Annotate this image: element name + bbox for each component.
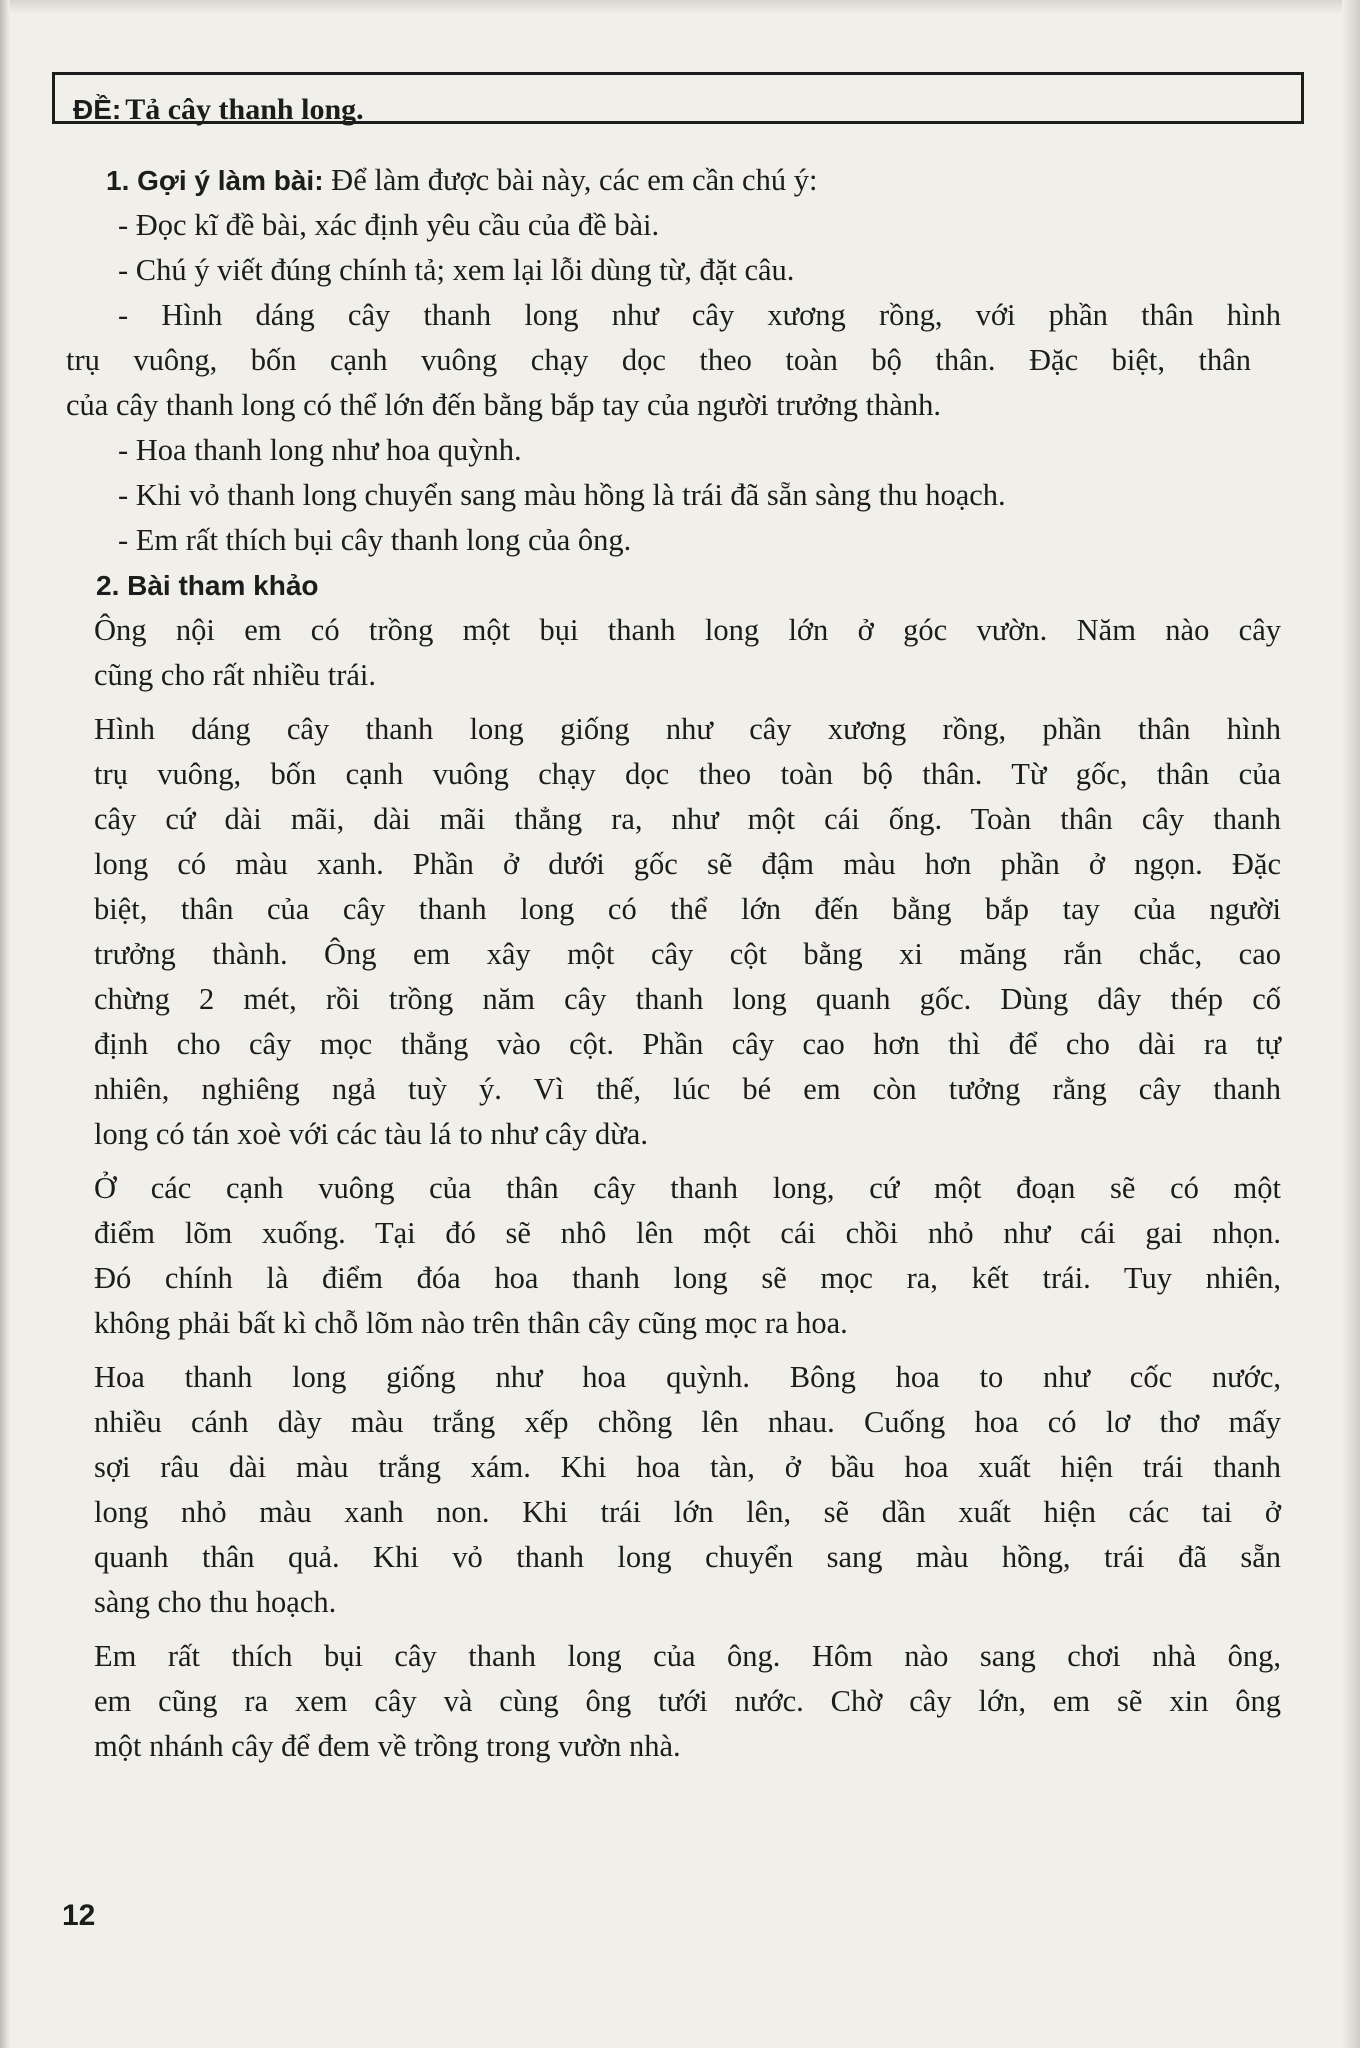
essay-line: Ở các cạnh vuông của thân cây thanh long, cứ một đoạn sẽ có một [94,1171,1281,1205]
assignment-title-box [52,72,1304,124]
essay-line: Đó chính là điểm đóa hoa thanh long sẽ mọc ra, kết trái. Tuy nhiên, [94,1261,1281,1295]
essay-line: trưởng thành. Ông em xây một cây cột bằng xi măng rắn chắc, cao [94,937,1281,971]
essay-line: chừng 2 mét, rồi trồng năm cây thanh long quanh gốc. Dùng dây thép cố [94,982,1281,1016]
section-reference-heading: 2. Bài tham khảo [96,570,319,601]
assignment-prefix: ĐỀ: [73,94,122,125]
essay-line: cũng cho rất nhiều trái. [94,658,377,692]
hint-item: - Hoa thanh long như hoa quỳnh. [118,433,522,467]
essay-line: Ông nội em có trồng một bụi thanh long lớn ở góc vườn. Năm nào cây [94,613,1281,647]
hint-item-continued: của cây thanh long có thể lớn đến bằng bắp tay của người trưởng thành. [66,388,942,422]
essay-line: nhiên, nghiêng ngả tuỳ ý. Vì thế, lúc bé em còn tưởng rằng cây thanh [94,1072,1281,1106]
essay-paragraph [94,707,1281,1157]
section-hint-intro: Để làm được bài này, các em cần chú ý: [331,163,818,197]
essay-line: biệt, thân của cây thanh long có thể lớn đến bằng bắp tay của người [94,892,1281,926]
essay-line: định cho cây mọc thẳng vào cột. Phần cây cao hơn thì để cho dài ra tự [94,1027,1281,1061]
page-edge-right [1342,0,1360,2048]
page-edge-left [0,0,10,2048]
assignment-title: Tả cây thanh long. [125,93,364,126]
section-hint-heading: 1. Gợi ý làm bài: [106,165,324,196]
essay-paragraph [94,1166,1281,1346]
hint-item: - Khi vỏ thanh long chuyển sang màu hồng là trái đã sẵn sàng thu hoạch. [118,478,1006,512]
hint-item-continued: trụ vuông, bốn cạnh vuông chạy dọc theo toàn bộ thân. Đặc biệt, thân [66,343,1251,377]
essay-line: em cũng ra xem cây và cùng ông tưới nước. Chờ cây lớn, em sẽ xin ông [94,1684,1281,1718]
page-number: 12 [62,1899,96,1932]
page-edge-top [0,0,1360,14]
page-content [66,158,1281,1778]
essay-paragraph [94,608,1281,698]
essay-line: cây cứ dài mãi, dài mãi thẳng ra, như một cái ống. Toàn thân cây thanh [94,802,1281,836]
essay-line: sợi râu dài màu trắng xám. Khi hoa tàn, ở bầu hoa xuất hiện trái thanh [94,1450,1281,1484]
section-reference-heading-line [96,563,1281,608]
essay-line: nhiều cánh dày màu trắng xếp chồng lên nhau. Cuống hoa có lơ thơ mấy [94,1405,1281,1439]
essay-line: Hình dáng cây thanh long giống như cây xương rồng, phần thân hình [94,712,1281,746]
hint-item: - Hình dáng cây thanh long như cây xương rồng, với phần thân hình [118,298,1281,332]
hint-item: - Em rất thích bụi cây thanh long của ông. [118,523,632,557]
essay-line: long có màu xanh. Phần ở dưới gốc sẽ đậm màu hơn phần ở ngọn. Đặc [94,847,1281,881]
essay-line: Em rất thích bụi cây thanh long của ông. Hôm nào sang chơi nhà ông, [94,1639,1281,1673]
essay-paragraph [94,1355,1281,1625]
essay-line: long có tán xoè với các tàu lá to như cây dừa. [94,1117,648,1151]
essay-line: trụ vuông, bốn cạnh vuông chạy dọc theo toàn bộ thân. Từ gốc, thân của [94,757,1281,791]
essay-line: điểm lõm xuống. Tại đó sẽ nhô lên một cái chồi nhỏ như cái gai nhọn. [94,1216,1281,1250]
essay-paragraph [94,1634,1281,1769]
hint-item: - Chú ý viết đúng chính tả; xem lại lỗi dùng từ, đặt câu. [118,253,795,287]
section-hint-heading-line [96,158,1281,203]
essay-line: long nhỏ màu xanh non. Khi trái lớn lên, sẽ dần xuất hiện các tai ở [94,1495,1281,1529]
essay-line: không phải bất kì chỗ lõm nào trên thân cây cũng mọc ra hoa. [94,1306,848,1340]
essay-line: sàng cho thu hoạch. [94,1585,337,1619]
essay-line: Hoa thanh long giống như hoa quỳnh. Bông hoa to như cốc nước, [94,1360,1281,1394]
essay-line: một nhánh cây để đem về trồng trong vườn nhà. [94,1729,681,1763]
essay-line: quanh thân quả. Khi vỏ thanh long chuyển sang màu hồng, trái đã sẵn [94,1540,1281,1574]
hint-item: - Đọc kĩ đề bài, xác định yêu cầu của đề bài. [118,208,660,242]
